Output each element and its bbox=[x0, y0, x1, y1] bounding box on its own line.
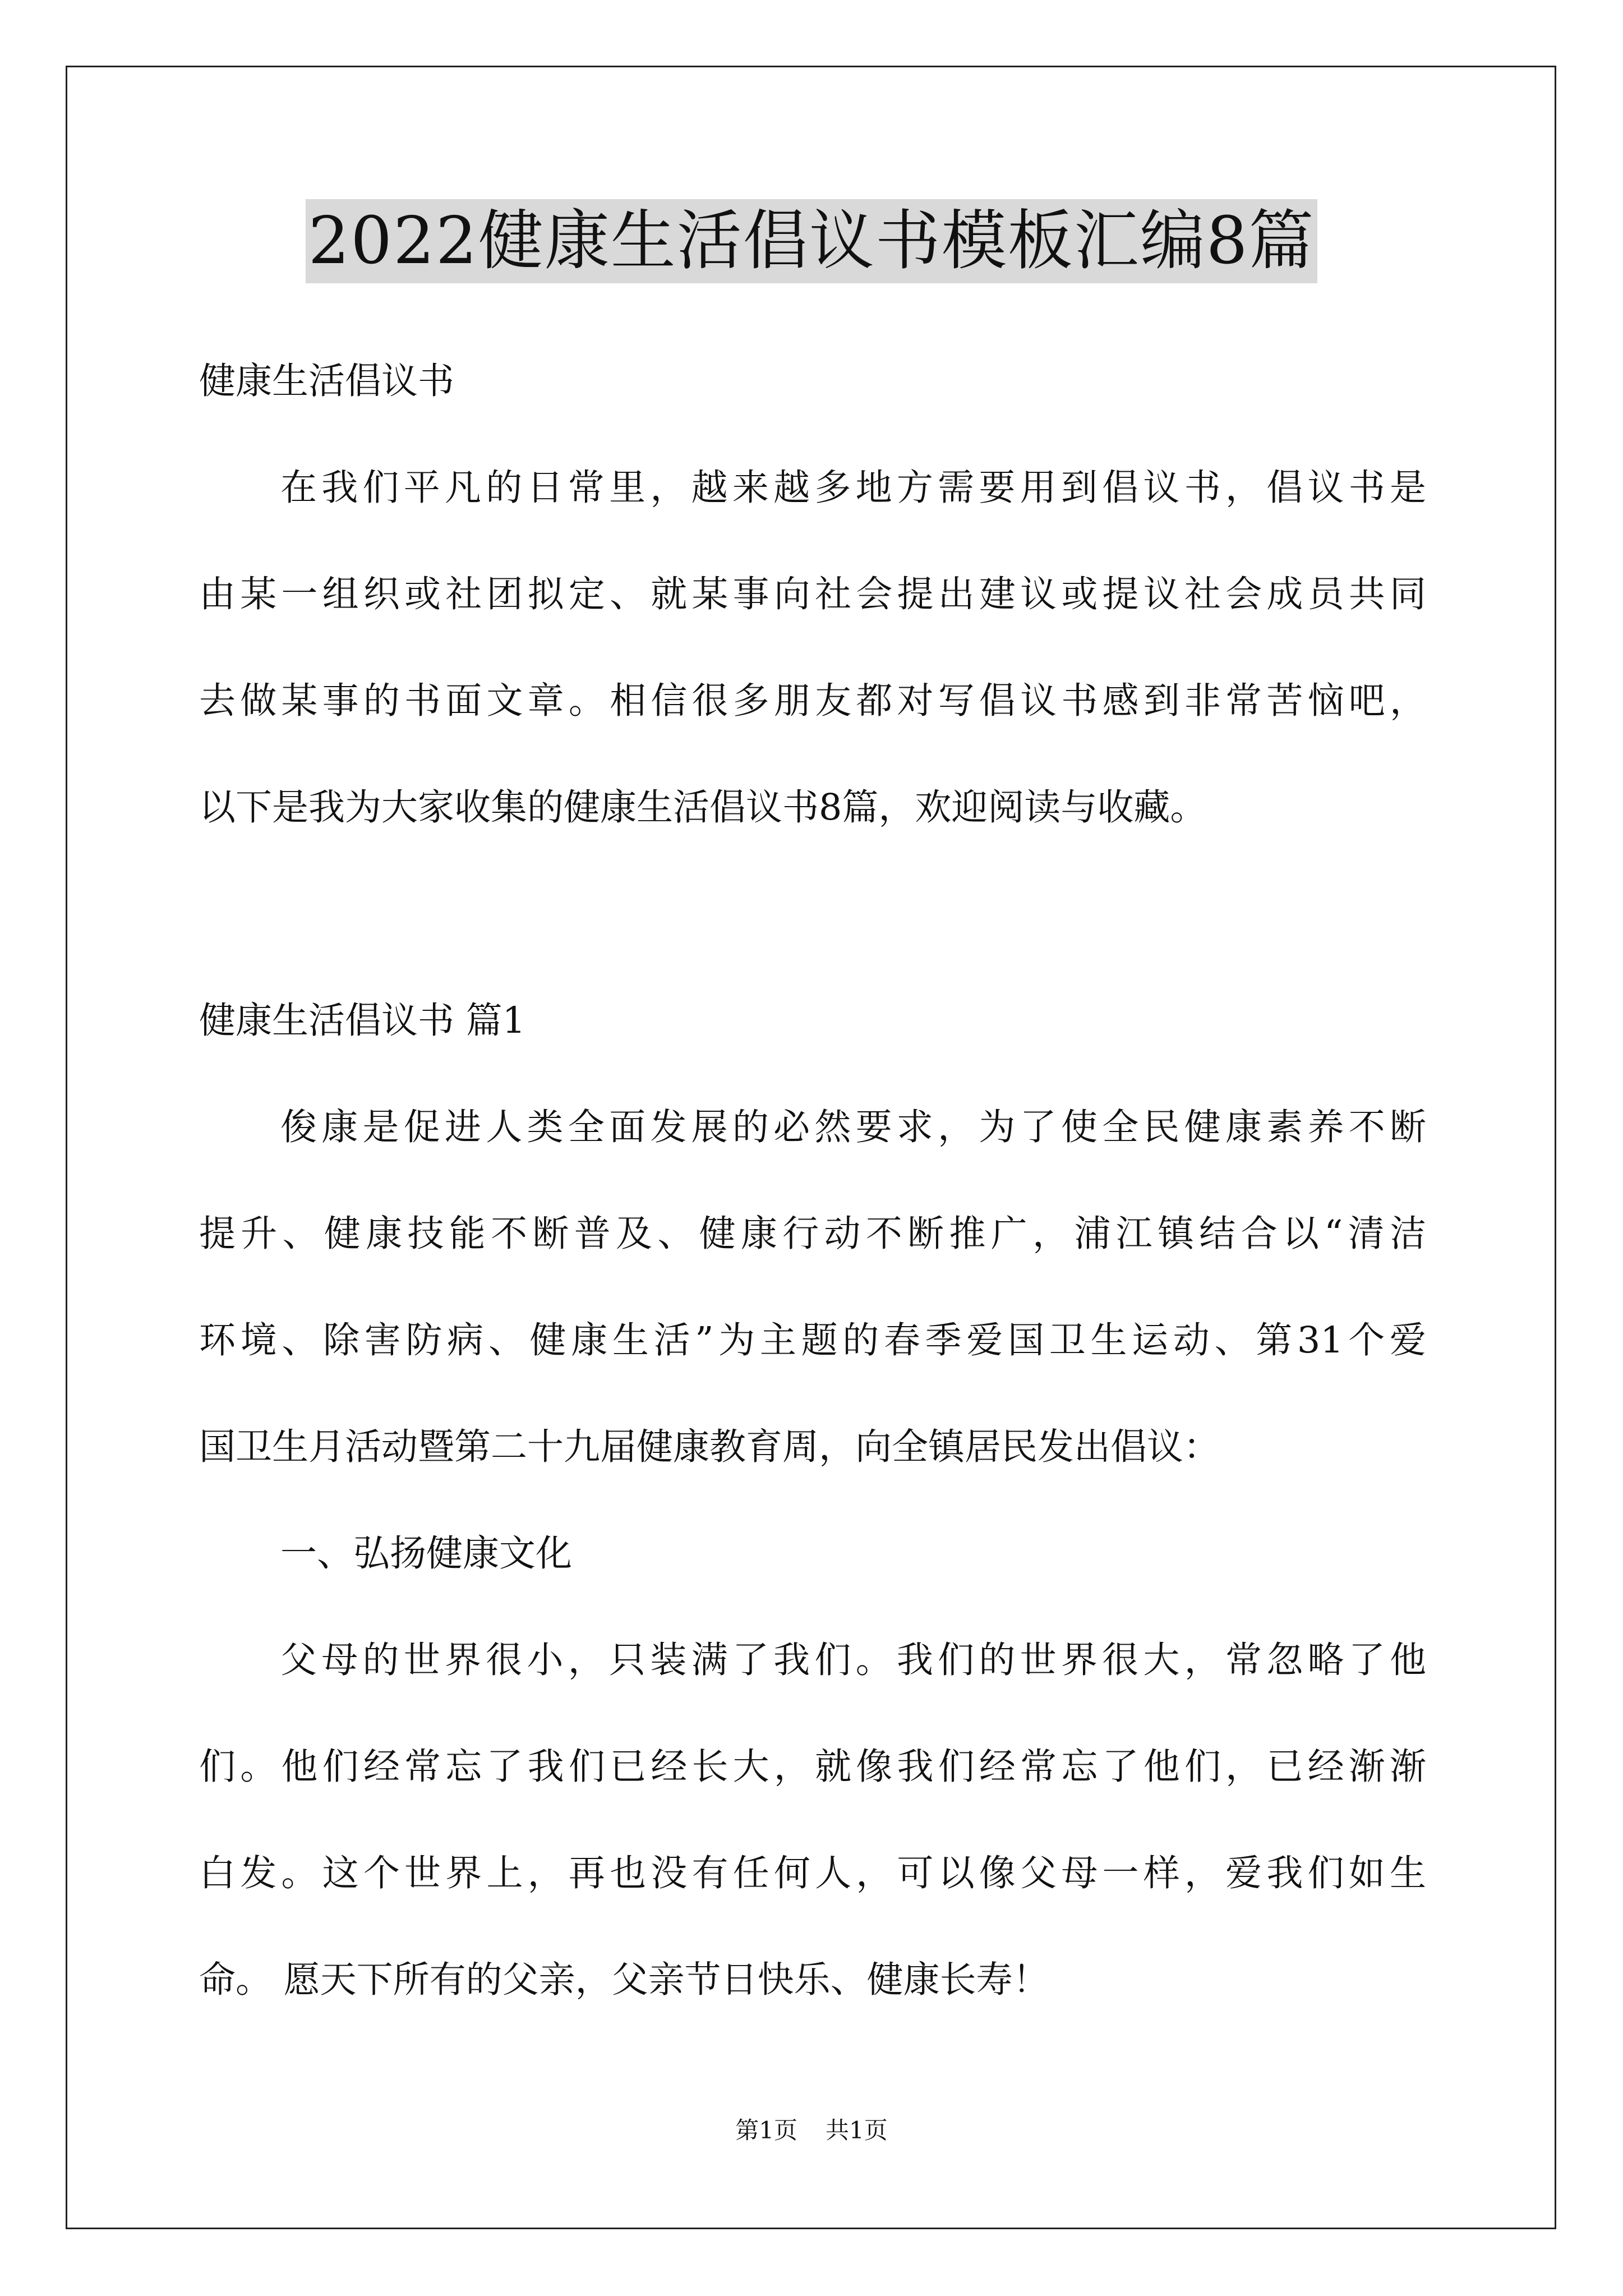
page-number: 第1页 bbox=[735, 2116, 797, 2144]
paragraph-line: 父母的世界很小，只装满了我们。我们的世界很大，常忽略了他 bbox=[280, 1639, 1426, 1681]
paragraph-line: 提升、健康技能不断普及、健康行动不断推广，浦江镇结合以“清洁 bbox=[199, 1213, 1426, 1255]
heading-article-1: 健康生活倡议书 篇1 bbox=[199, 1000, 526, 1042]
paragraph-line: 们。他们经常忘了我们已经长大，就像我们经常忘了他们，已经渐渐 bbox=[199, 1746, 1426, 1788]
paragraph-line: 由某一组织或社团拟定、就某事向社会提出建议或提议社会成员共同 bbox=[199, 573, 1426, 615]
paragraph-line: 命。 愿天下所有的父亲，父亲节日快乐、健康长寿！ bbox=[199, 1959, 1049, 2001]
paragraph-line: 国卫生月活动暨第二十九届健康教育周，向全镇居民发出倡议： bbox=[199, 1426, 1220, 1468]
paragraph-line: 白发。这个世界上，再也没有任何人，可以像父母一样，爱我们如生 bbox=[199, 1852, 1426, 1894]
paragraph-line: 去做某事的书面文章。相信很多朋友都对写倡议书感到非常苦恼吧， bbox=[199, 680, 1426, 722]
section-heading: 一、弘扬健康文化 bbox=[280, 1533, 573, 1575]
heading-intro: 健康生活倡议书 bbox=[199, 360, 455, 402]
paragraph-line: 在我们平凡的日常里，越来越多地方需要用到倡议书，倡议书是 bbox=[280, 467, 1426, 509]
page-footer bbox=[0, 2114, 1623, 2147]
paragraph-line: 俊康是促进人类全面发展的必然要求，为了使全民健康素养不断 bbox=[280, 1106, 1426, 1148]
title-container bbox=[0, 199, 1623, 283]
document-title: 2022健康生活倡议书模板汇编8篇 bbox=[306, 199, 1317, 283]
page-total: 共1页 bbox=[826, 2116, 888, 2144]
paragraph-line: 以下是我为大家收集的健康生活倡议书8篇，欢迎阅读与收藏。 bbox=[199, 786, 1207, 829]
paragraph-line: 环境、除害防病、健康生活”为主题的春季爱国卫生运动、第31个爱 bbox=[199, 1319, 1426, 1361]
